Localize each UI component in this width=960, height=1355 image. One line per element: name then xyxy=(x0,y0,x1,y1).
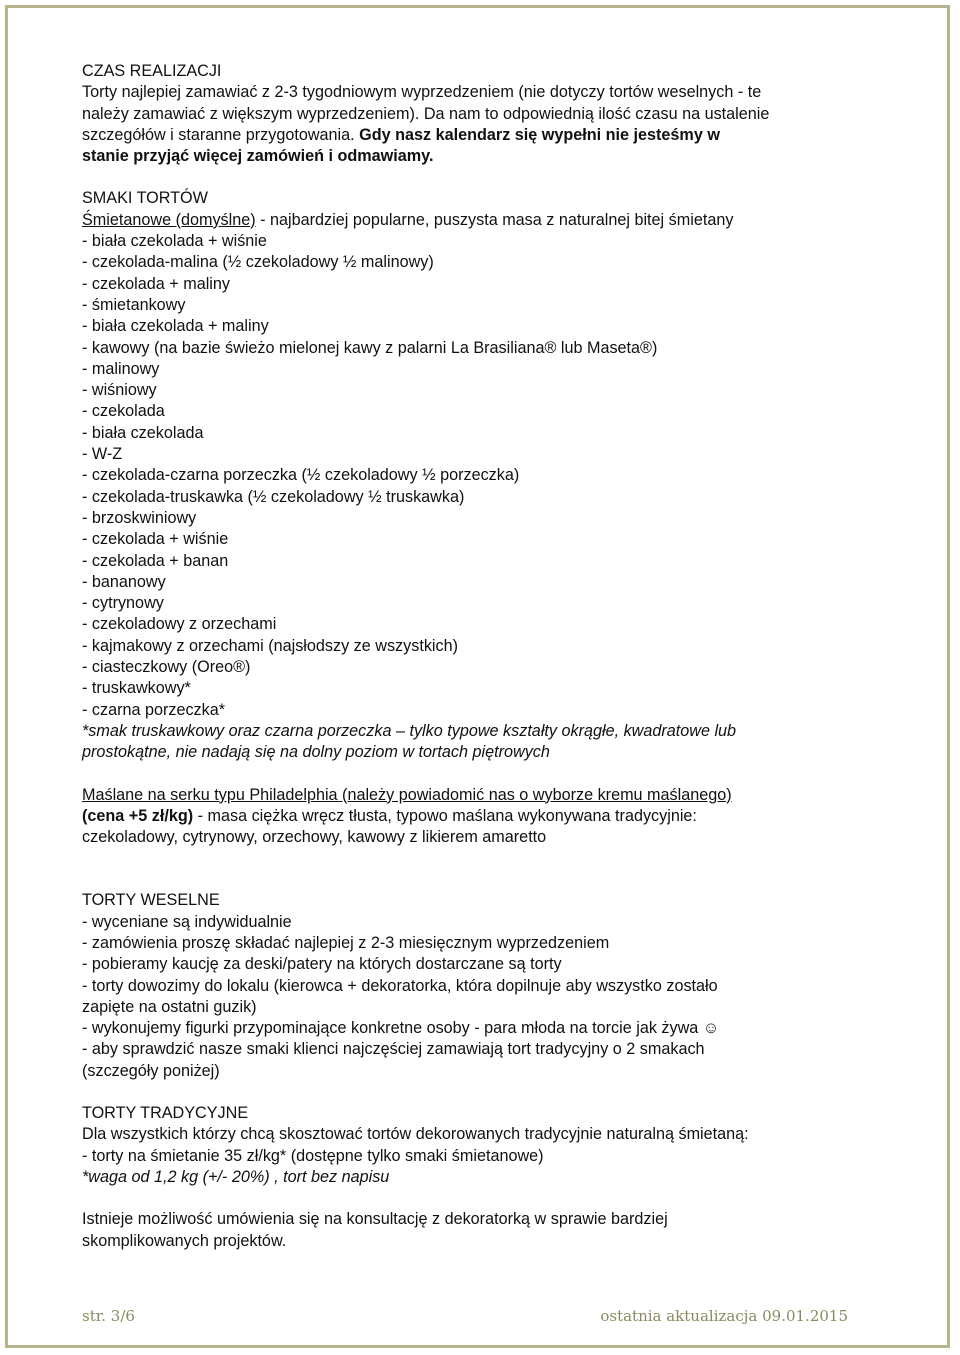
section-smaki-tortow xyxy=(82,188,872,848)
section-torty-tradycyjne xyxy=(82,1103,872,1188)
wedding-item: - pobieramy kaucję za deski/patery na których dostarczane są torty xyxy=(82,955,562,974)
wedding-item: - wyceniane są indywidualnie xyxy=(82,912,292,931)
flavor-item: - czekolada-czarna porzeczka (½ czekoladowy ½ porzeczka) xyxy=(82,466,520,485)
flavor-item: - W-Z xyxy=(82,445,123,464)
flavor-item: - wiśniowy xyxy=(82,381,157,400)
butter-description: - masa ciężka wręcz tłusta, typowo maślana wykonywana tradycyjnie: xyxy=(193,806,697,825)
page-number: str. 3/6 xyxy=(82,1307,135,1325)
text-plain: szczegółów i staranne przygotowania. xyxy=(82,125,360,144)
flavor-item: - kawowy (na bazie świeżo mielonej kawy z palarni La Brasiliana® lub Maseta®) xyxy=(82,338,658,357)
flavor-item: - brzoskwiniowy xyxy=(82,508,197,527)
butter-flavors: czekoladowy, cytrynowy, orzechowy, kawowy z likierem amaretto xyxy=(82,828,547,847)
paragraph-line xyxy=(82,806,872,827)
section-konsultacja xyxy=(82,1209,872,1252)
flavor-item: - kajmakowy z orzechami (najsłodszy ze wszystkich) xyxy=(82,636,459,655)
flavor-item: - czekolada + banan xyxy=(82,551,229,570)
wedding-item: zapięte na ostatni guzik) xyxy=(82,997,257,1016)
butter-price: (cena +5 zł/kg) xyxy=(82,806,194,825)
page-footer xyxy=(82,1307,848,1325)
section-heading: TORTY WESELNE xyxy=(82,891,220,910)
paragraph-line: należy zamawiać z większym wyprzedzeniem). Da nam to odpowiednią ilość czasu na ustalenie xyxy=(82,104,770,123)
flavor-item: - biała czekolada + maliny xyxy=(82,317,269,336)
flavor-item: - truskawkowy* xyxy=(82,679,191,698)
paragraph-line: Istnieje możliwość umówienia się na konsultację z dekoratorką w sprawie bardziej xyxy=(82,1210,668,1229)
weight-note: *waga od 1,2 kg (+/- 20%) , tort bez napisu xyxy=(82,1167,390,1186)
wedding-item: - zamówienia proszę składać najlepiej z 2-3 miesięcznym wyprzedzeniem xyxy=(82,933,610,952)
flavor-item: - biała czekolada + wiśnie xyxy=(82,232,267,251)
flavor-item: - śmietankowy xyxy=(82,295,186,314)
section-heading: SMAKI TORTÓW xyxy=(82,189,208,208)
flavor-note: prostokątne, nie nadają się na dolny poziom w tortach piętrowych xyxy=(82,743,550,762)
flavor-item: - cytrynowy xyxy=(82,594,164,613)
section-czas-realizacji xyxy=(82,61,872,167)
section-heading: TORTY TRADYCYJNE xyxy=(82,1104,249,1123)
flavor-item: - czekoladowy z orzechami xyxy=(82,615,277,634)
wedding-item: - aby sprawdzić nasze smaki klienci najczęściej zamawiają tort tradycyjny o 2 smakach xyxy=(82,1040,705,1059)
text-bold: Gdy nasz kalendarz się wypełni nie jesteśmy w xyxy=(359,125,720,144)
section-torty-weselne xyxy=(82,890,872,1082)
section-heading: CZAS REALIZACJI xyxy=(82,62,222,80)
cream-label: Śmietanowe (domyślne) xyxy=(82,210,256,229)
flavor-list xyxy=(82,231,872,721)
flavor-item: - malinowy xyxy=(82,359,160,378)
paragraph-line: Dla wszystkich którzy chcą skosztować tortów dekorowanych tradycyjnie naturalną śmietaną: xyxy=(82,1125,749,1144)
document-body xyxy=(82,61,872,1252)
flavor-item: - czekolada-truskawka (½ czekoladowy ½ truskawka) xyxy=(82,487,465,506)
flavor-item: - ciasteczkowy (Oreo®) xyxy=(82,658,251,677)
wedding-item: - torty dowozimy do lokalu (kierowca + dekoratorka, która dopilnuje aby wszystko zostało xyxy=(82,976,718,995)
paragraph-line: - torty na śmietanie 35 zł/kg* (dostępne tylko smaki śmietanowe) xyxy=(82,1146,544,1165)
paragraph-line xyxy=(82,125,872,146)
last-updated: ostatnia aktualizacja 09.01.2015 xyxy=(600,1307,848,1325)
cream-description: - najbardziej popularne, puszysta masa z naturalnej bitej śmietany xyxy=(255,210,734,229)
wedding-item: - wykonujemy figurki przypominające konkretne osoby - para młoda na torcie jak żywa ☺ xyxy=(82,1019,720,1038)
flavor-item: - czarna porzeczka* xyxy=(82,700,226,719)
paragraph-line: skomplikowanych projektów. xyxy=(82,1231,287,1250)
paragraph-line: stanie przyjąć więcej zamówień i odmawiamy. xyxy=(82,147,434,166)
flavor-item: - czekolada-malina (½ czekoladowy ½ malinowy) xyxy=(82,253,434,272)
wedding-list xyxy=(82,912,872,1082)
paragraph-line: Torty najlepiej zamawiać z 2-3 tygodniowym wyprzedzeniem (nie dotyczy tortów weselnych - te xyxy=(82,83,762,102)
flavor-item: - bananowy xyxy=(82,572,166,591)
paragraph-line xyxy=(82,210,872,231)
butter-label: Maślane na serku typu Philadelphia (należy powiadomić nas o wyborze kremu maślanego) xyxy=(82,785,732,804)
flavor-item: - czekolada + wiśnie xyxy=(82,530,229,549)
flavor-note: *smak truskawkowy oraz czarna porzeczka – tylko typowe kształty okrągłe, kwadratowe lub xyxy=(82,721,737,740)
flavor-item: - czekolada xyxy=(82,402,165,421)
flavor-item: - biała czekolada xyxy=(82,423,204,442)
wedding-item: (szczegóły poniżej) xyxy=(82,1061,220,1080)
flavor-item: - czekolada + maliny xyxy=(82,274,231,293)
